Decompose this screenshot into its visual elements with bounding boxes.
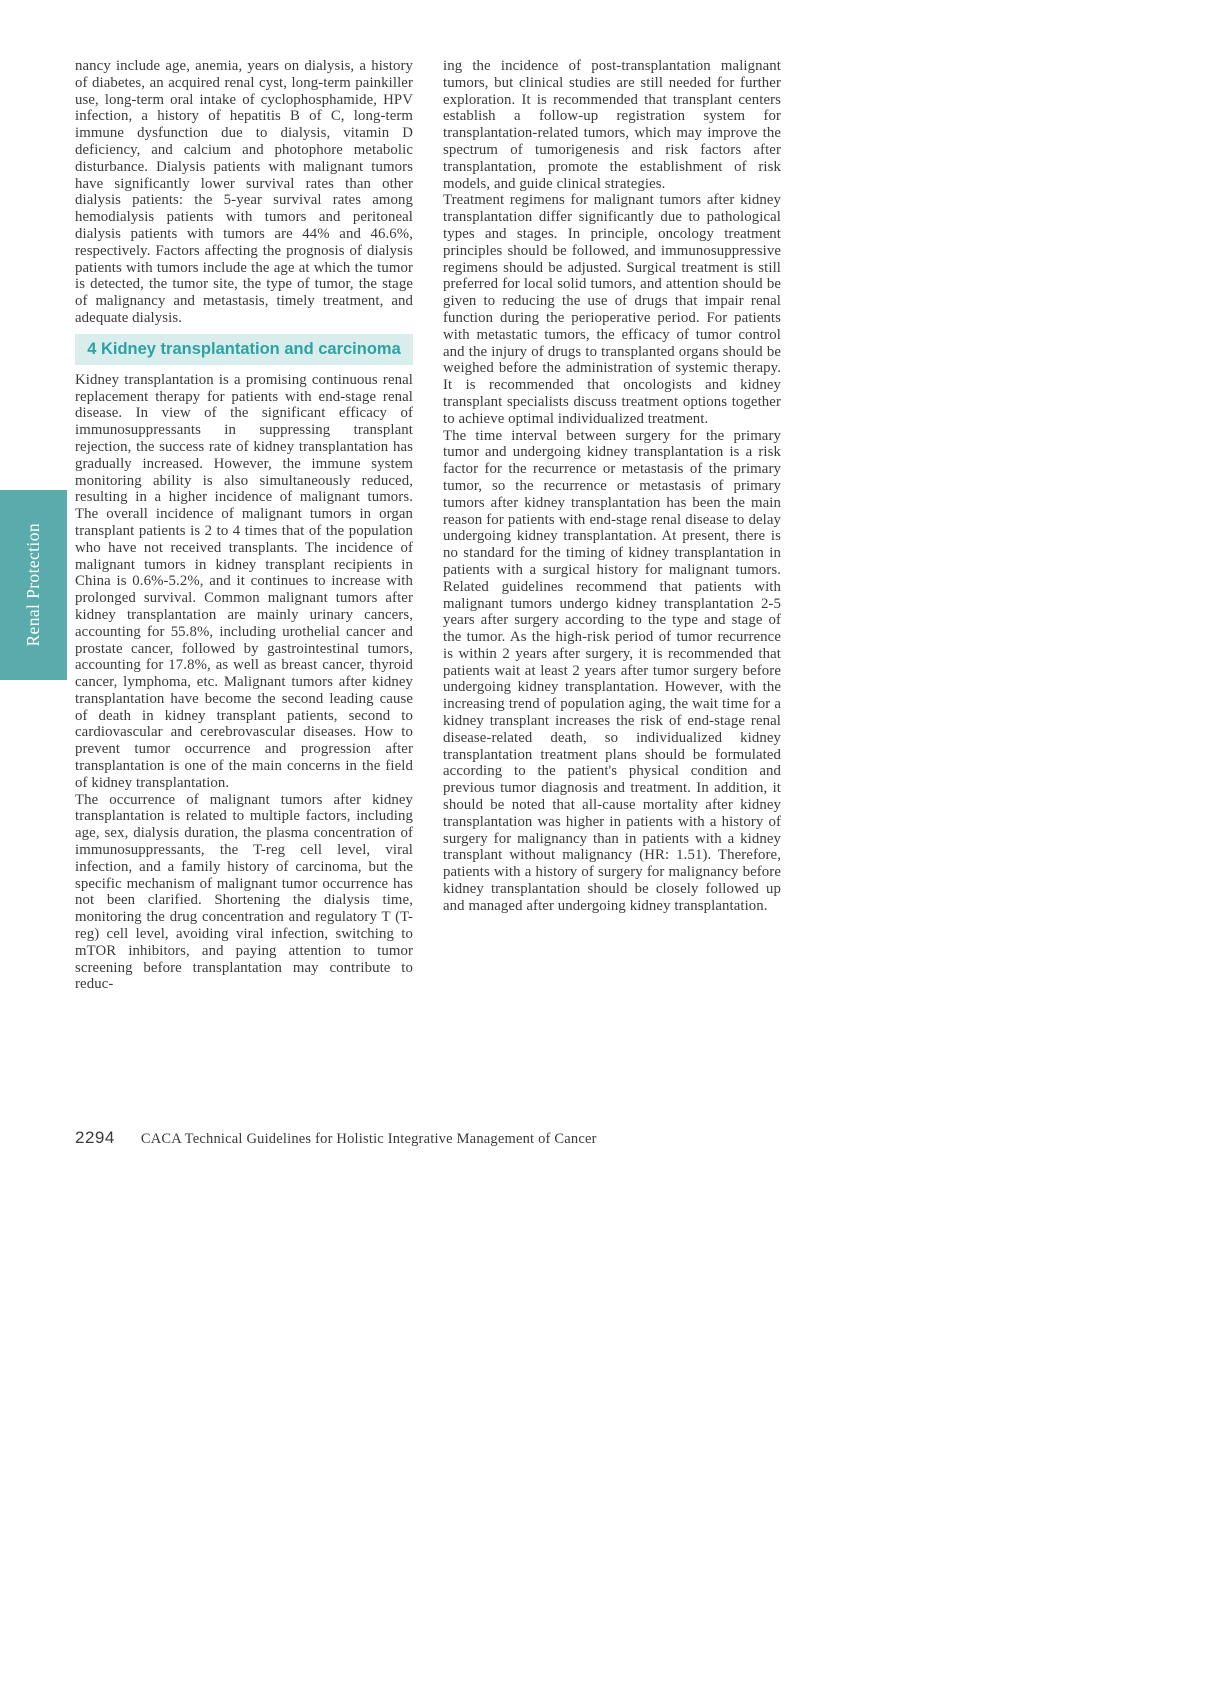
page-number: 2294: [75, 1128, 115, 1147]
chapter-side-tab: [0, 490, 67, 680]
column-right: [443, 58, 781, 993]
body-paragraph: Treatment regimens for malignant tumors after kidney transplantation differ significantly due to pathological types and stages. In principle, oncology treatment principles should be followed, and immunosuppressive regimens should be adjusted. Surgical treatment is still preferred for local solid tumors, and attention should be given to reducing the use of drugs that impair renal function during the perioperative period. For patients with metastatic tumors, the efficacy of tumor control and the injury of drugs to transplanted organs should be weighed before the administration of systemic therapy. It is recommended that oncologists and kidney transplant specialists discuss treatment options together to achieve optimal individualized treatment.: [443, 192, 781, 427]
body-paragraph: Kidney transplantation is a promising continuous renal replacement therapy for patients with end-stage renal disease. In view of the significant efficacy of immunosuppressants in suppressing transplant rejection, the success rate of kidney transplantation has gradually increased. However, the immune system monitoring ability is also simultaneously reduced, resulting in a higher incidence of malignant tumors. The overall incidence of malignant tumors in organ transplant patients is 2 to 4 times that of the population who have not received transplants. The incidence of malignant tumors in kidney transplant recipients in China is 0.6%-5.2%, and it continues to increase with prolonged survival. Common malignant tumors after kidney transplantation are mainly urinary cancers, accounting for 55.8%, including urothelial cancer and prostate cancer, followed by gastrointestinal tumors, accounting for 17.8%, as well as breast cancer, thyroid cancer, lymphoma, etc. Malignant tumors after kidney transplantation have become the second leading cause of death in kidney transplant patients, second to cardiovascular and cerebrovascular diseases. How to prevent tumor occurrence and progression after transplantation is one of the main concerns in the field of kidney transplantation.: [75, 371, 413, 791]
section-heading: 4 Kidney transplantation and carcinoma: [75, 334, 413, 365]
body-paragraph: nancy include age, anemia, years on dialysis, a history of diabetes, an acquired renal cyst, long-term painkiller use, long-term oral intake of cyclophosphamide, HPV infection, a history of hepatitis B of C, long-term immune dysfunction due to dialysis, vitamin D deficiency, and calcium and photophore metabolic disturbance. Dialysis patients with malignant tumors have significantly lower survival rates than other dialysis patients: the 5-year survival rates among hemodialysis patients with tumors and peritoneal dialysis patients with tumors are 44% and 46.6%, respectively. Factors affecting the prognosis of dialysis patients with tumors include the age at which the tumor is detected, the tumor site, the type of tumor, the stage of malignancy and metastasis, timely treatment, and adequate dialysis.: [75, 58, 413, 326]
footer-journal-title: CACA Technical Guidelines for Holistic Integrative Management of Cancer: [140, 1131, 597, 1147]
chapter-tab-label: Renal Protection: [23, 523, 43, 647]
body-paragraph: The time interval between surgery for the primary tumor and undergoing kidney transplantation is a risk factor for the recurrence or metastasis of the primary tumor, so the recurrence or metastasis of primary tumors after kidney transplantation has been the main reason for patients with end-stage renal disease to delay undergoing kidney transplantation. At present, there is no standard for the timing of kidney transplantation in patients with a surgical history for malignant tumors. Related guidelines recommend that patients with malignant tumors undergo kidney transplantation 2-5 years after surgery according to the type and stage of the tumor. As the high-risk period of tumor recurrence is within 2 years after surgery, it is recommended that patients wait at least 2 years after tumor surgery before undergoing kidney transplantation. However, with the increasing trend of population aging, the wait time for a kidney transplant increases the risk of end-stage renal disease-related death, so individualized kidney transplantation treatment plans should be formulated according to the patient's physical condition and previous tumor diagnosis and treatment. In addition, it should be noted that all-cause mortality after kidney transplantation was higher in patients with a history of surgery for malignancy than in patients with a kidney transplant without malignancy (HR: 1.51). Therefore, patients with a history of surgery for malignancy before kidney transplantation should be closely followed up and managed after undergoing kidney transplantation.: [443, 427, 781, 914]
text-columns: [75, 58, 781, 993]
body-paragraph: ing the incidence of post-transplantation malignant tumors, but clinical studies are still needed for further exploration. It is recommended that transplant centers establish a follow-up registration system for transplantation-related tumors, which may improve the spectrum of tumorigenesis and risk factors after transplantation, promote the establishment of risk models, and guide clinical strategies.: [443, 58, 781, 192]
body-paragraph: The occurrence of malignant tumors after kidney transplantation is related to multiple factors, including age, sex, dialysis duration, the plasma concentration of immunosuppressants, the T-reg cell level, viral infection, and a family history of carcinoma, but the specific mechanism of malignant tumor occurrence has not been clarified. Shortening the dialysis time, monitoring the drug concentration and regulatory T (T-reg) cell level, avoiding viral infection, switching to mTOR inhibitors, and paying attention to tumor screening before transplantation may contribute to reduc-: [75, 791, 413, 993]
page-footer: [75, 1128, 597, 1148]
column-left: [75, 58, 413, 993]
